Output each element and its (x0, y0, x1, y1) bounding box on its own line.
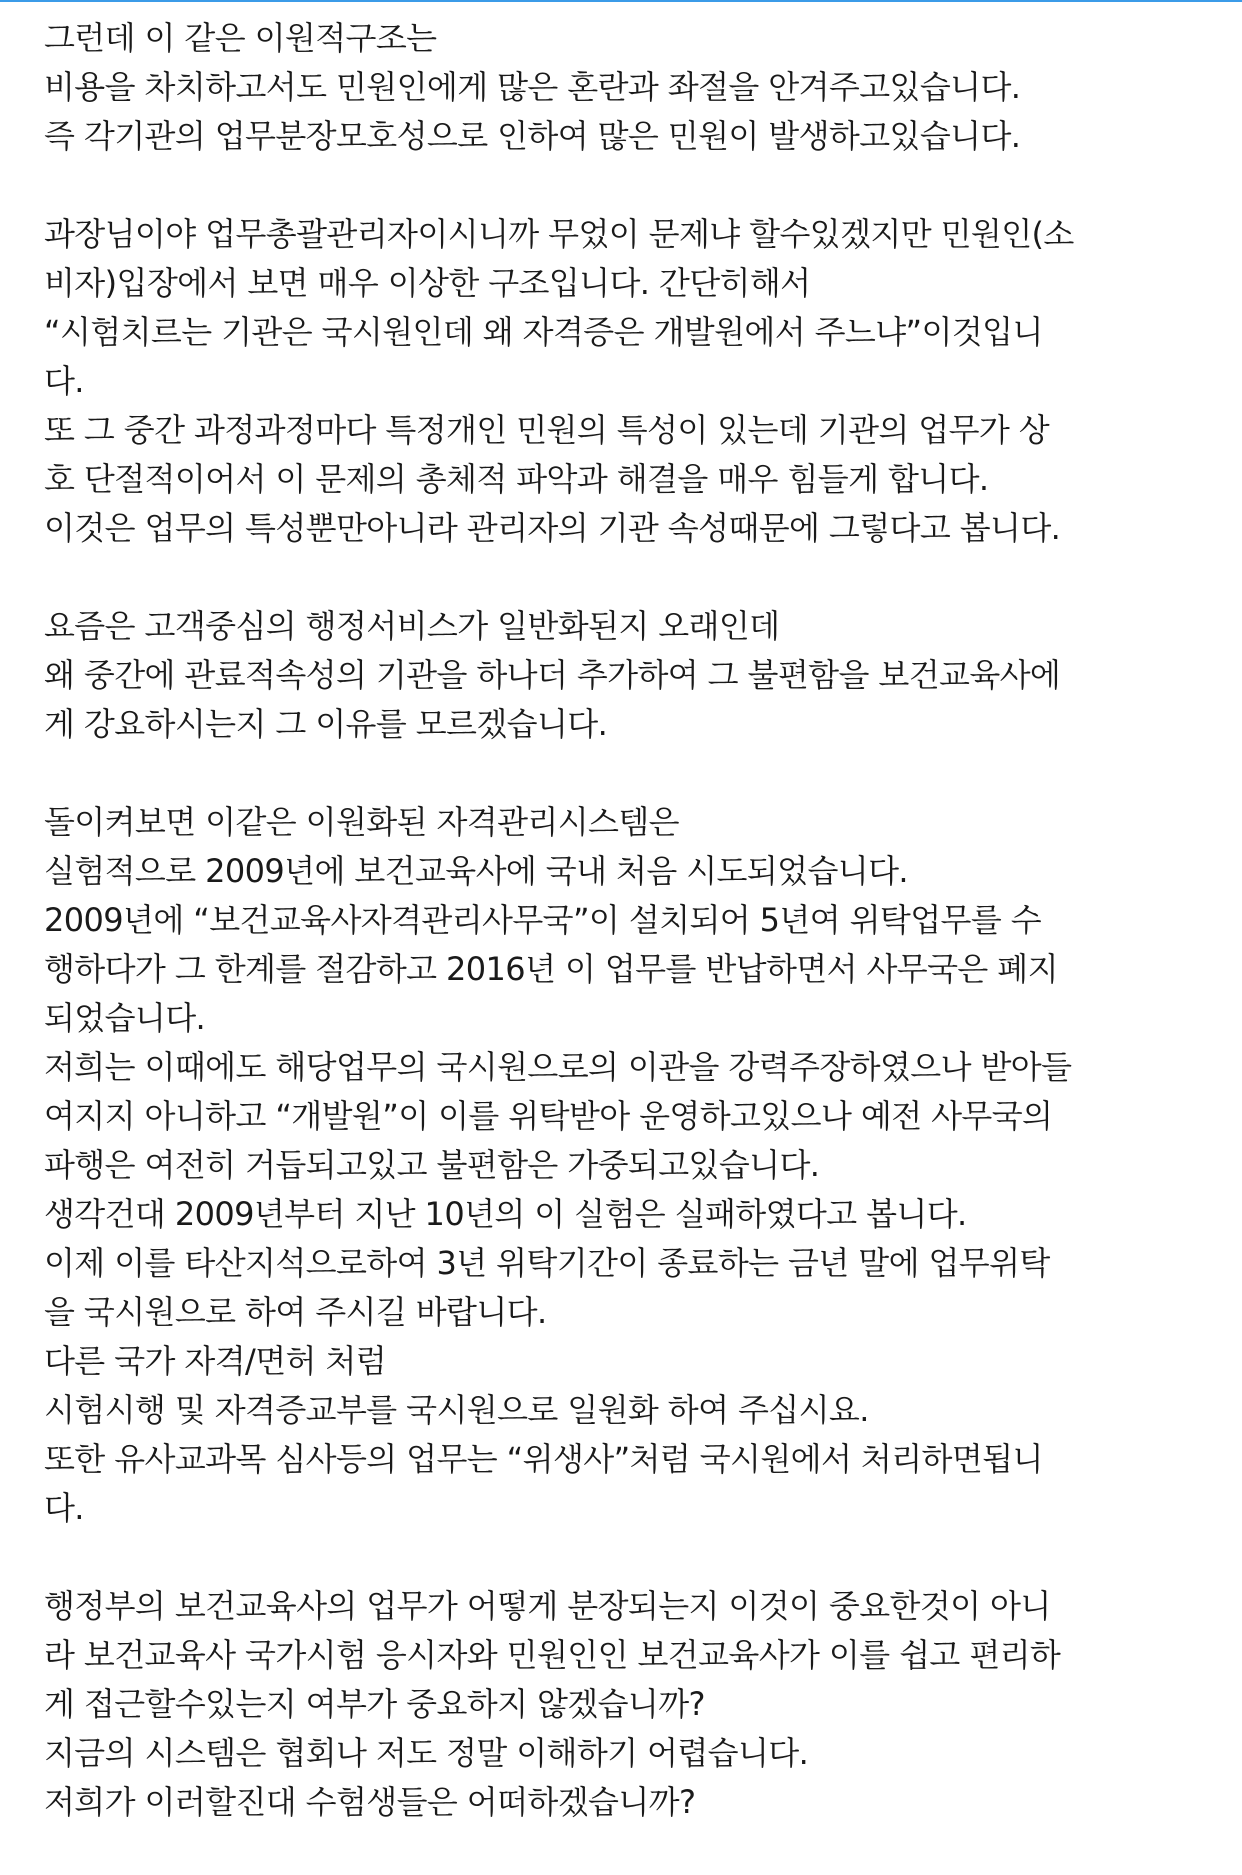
paragraph-3 (44, 602, 1214, 749)
text-line: 또 그 중간 과정과정마다 특정개인 민원의 특성이 있는데 기관의 업무가 상 (44, 411, 1050, 449)
text-line: 또한 유사교과목 심사등의 업무는 “위생사”처럼 국시원에서 처리하면됩니 (44, 1440, 1043, 1478)
text-line: 다른 국가 자격/면허 처럼 (44, 1342, 387, 1380)
text-line: 여지지 아니하고 “개발원”이 이를 위탁받아 운영하고있으나 예전 사무국의 (44, 1097, 1053, 1135)
text-line: 다. (44, 1489, 84, 1527)
text-line: 요즘은 고객중심의 행정서비스가 일반화된지 오래인데 (44, 607, 780, 645)
text-line: “시험치르는 기관은 국시원인데 왜 자격증은 개발원에서 주느냐”이것입니 (44, 313, 1043, 351)
text-line: 과장님이야 업무총괄관리자이시니까 무었이 문제냐 할수있겠지만 민원인(소 (44, 215, 1074, 253)
text-line: 이제 이를 타산지석으로하여 3년 위탁기간이 종료하는 금년 말에 업무위탁 (44, 1244, 1050, 1282)
text-line: 행정부의 보건교육사의 업무가 어떻게 분장되는지 이것이 중요한것이 아니 (44, 1587, 1051, 1625)
text-line: 그런데 이 같은 이원적구조는 (44, 19, 437, 57)
text-line: 저희는 이때에도 해당업무의 국시원으로의 이관을 강력주장하였으나 받아들 (44, 1048, 1072, 1086)
text-line: 저희가 이러할진대 수험생들은 어떠하겠습니까? (44, 1783, 696, 1821)
text-line: 되었습니다. (44, 999, 206, 1037)
text-line: 다. (44, 362, 84, 400)
text-line: 게 강요하시는지 그 이유를 모르겠습니다. (44, 705, 608, 743)
text-line: 을 국시원으로 하여 주시길 바랍니다. (44, 1293, 547, 1331)
paragraph-1 (44, 14, 1214, 161)
text-line: 행하다가 그 한계를 절감하고 2016년 이 업무를 반납하면서 사무국은 폐지 (44, 950, 1058, 988)
text-line: 라 보건교육사 국가시험 응시자와 민원인인 보건교육사가 이를 쉽고 편리하 (44, 1636, 1061, 1674)
paragraph-gap (44, 553, 1214, 602)
text-line: 파행은 여전히 거듭되고있고 불편함은 가중되고있습니다. (44, 1146, 820, 1184)
paragraph-gap (44, 749, 1214, 798)
text-line: 생각건대 2009년부터 지난 10년의 이 실험은 실패하였다고 봅니다. (44, 1195, 967, 1233)
paragraph-4 (44, 798, 1214, 1533)
text-line: 지금의 시스템은 협회나 저도 정말 이해하기 어렵습니다. (44, 1734, 809, 1772)
text-line: 왜 중간에 관료적속성의 기관을 하나더 추가하여 그 불편함을 보건교육사에 (44, 656, 1061, 694)
text-line: 이것은 업무의 특성뿐만아니라 관리자의 기관 속성때문에 그렇다고 봅니다. (44, 509, 1061, 547)
text-line: 실험적으로 2009년에 보건교육사에 국내 처음 시도되었습니다. (44, 852, 908, 890)
text-line: 비용을 차치하고서도 민원인에게 많은 혼란과 좌절을 안겨주고있습니다. (44, 68, 1021, 106)
paragraph-2 (44, 210, 1214, 553)
text-line: 돌이켜보면 이같은 이원화된 자격관리시스템은 (44, 803, 679, 841)
text-line: 즉 각기관의 업무분장모호성으로 인하여 많은 민원이 발생하고있습니다. (44, 117, 1021, 155)
paragraph-gap (44, 161, 1214, 210)
text-line: 시험시행 및 자격증교부를 국시원으로 일원화 하여 주십시요. (44, 1391, 869, 1429)
paragraph-5 (44, 1582, 1214, 1827)
text-line: 2009년에 “보건교육사자격관리사무국”이 설치되어 5년여 위탁업무를 수 (44, 901, 1042, 939)
paragraph-gap (44, 1533, 1214, 1582)
top-accent-rule (0, 0, 1242, 2)
text-line: 게 접근할수있는지 여부가 중요하지 않겠습니까? (44, 1685, 705, 1723)
document-body (44, 14, 1214, 1827)
text-line: 호 단절적이어서 이 문제의 총체적 파악과 해결을 매우 힘들게 합니다. (44, 460, 989, 498)
text-line: 비자)입장에서 보면 매우 이상한 구조입니다. 간단히해서 (44, 264, 811, 302)
